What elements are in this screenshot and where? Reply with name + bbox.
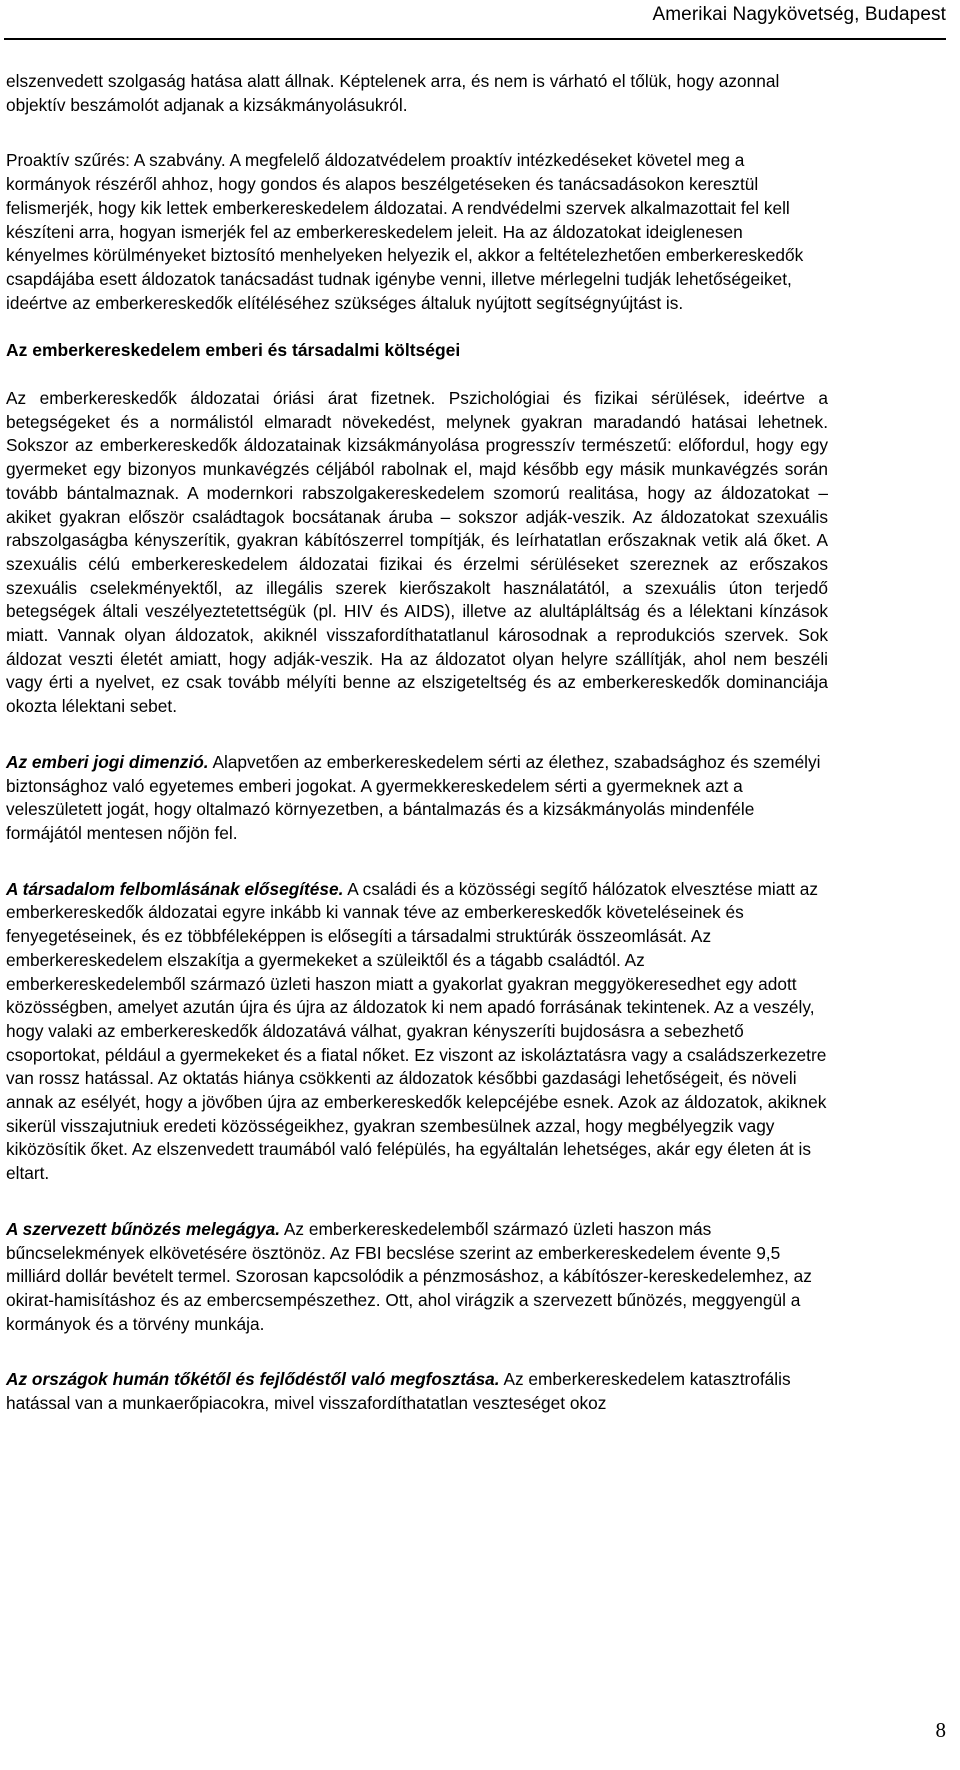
paragraph-costs: Az emberkereskedők áldozatai óriási árat fizetnek. Pszichológiai és fizikai sérülések, ideértve a betegségeket és a normálistól elmaradt növekedést, melynek gyakran maradandó hatásai lehetnek. Sokszor az emberkereskedők áldozatainak kizsákmányolása progresszív természetű: előfordul, hogy egy gyermeket egy bizonyos munkavégzés céljából rabolnak el, majd később egy másik munkavégzés során tovább bántalmaznak. A modernkori rabszolgakereskedelem szomorú realitása, hogy az áldozatokat – akiket gyakran először családtagok bocsátanak áruba – sokszor adják-veszik. Az áldozatokat szexuális rabszolgaságba kényszerítik, gyakran kábítószerrel tompítják, és leírhatatlan erőszaknak vetik alá őket. A szexuális célú emberkereskedelem áldozatai fizikai és érzelmi sérüléseket szereznek az erőszakos szexuális cselekményektől, az illegális szerek kierőszakolt használatától, a szexuális úton terjedő betegségek általi veszélyeztetettségük (pl. HIV és AIDS), illetve az alultápláltság és a lélektani kínzások miatt. Vannak olyan áldozatok, akiknél visszafordíthatatlanul károsodnak a reprodukciós szervek. Sok áldozat veszti életét amiatt, hogy adják-veszik. Ha az áldozatot olyan helyre szállítják, ahol nem beszéli vagy érti a nyelvet, ez csak tovább mélyíti benne az elszigeteltség és az emberkereskedők dominanciája okozta lélektani sebet.	[6, 388, 828, 717]
section-heading: Az emberkereskedelem emberi és társadalmi költségei	[6, 340, 461, 361]
paragraph-lead: A társadalom felbomlásának elősegítése.	[6, 878, 344, 899]
paragraph-lead: Az emberi jogi dimenzió.	[6, 751, 209, 772]
paragraph-social-breakdown	[6, 878, 828, 1186]
paragraph-body: A családi és a közösségi segítő hálózatok elvesztése miatt az emberkereskedők áldozatai egyre inkább ki vannak téve az emberkereskedők követeléseinek és fenyegetéseinek, és ez többféleképpen is elősegíti a társadalmi struktúrák összeomlását. Az emberkereskedelem elszakítja a gyermekeket a szüleiktől és a tágabb családtól. Az emberkereskedelemből származó üzleti haszon miatt a gyakorlat gyakran meggyökeresedhet egy adott közösségben, amelyet azután újra és újra az áldozatok ki nem apadó forrásának tekintenek. Az a veszély, hogy valaki az emberkereskedők áldozatává válhat, gyakran kényszeríti bujdosásra a sebezhető csoportokat, például a gyermekeket és a fiatal nőket. Ez viszont az iskoláztatásra vagy a családszerkezetre van rossz hatással. Az oktatás hiánya csökkenti az áldozatok későbbi gazdasági lehetőségeit, és növeli annak az esélyét, hogy a jövőben újra az emberkereskedők kelepcéjébe esnek. Azok az áldozatok, akiknek sikerül visszajutniuk eredeti közösségeikhez, gyakran szembesülnek azzal, hogy megbélyegzik vagy kiközösítik őket. Az elszenvedett traumából való felépülés, ha egyáltalán lehetséges, akár egy életen át is eltart.	[6, 878, 827, 1184]
header-title: Amerikai Nagykövetség, Budapest	[652, 4, 946, 25]
body-text	[6, 70, 828, 1416]
paragraph-human-rights	[6, 751, 828, 846]
paragraph-proactive-screening: Proaktív szűrés: A szabvány. A megfelelő áldozatvédelem proaktív intézkedéseket követel meg a kormányok részéről ahhoz, hogy gondos és alapos beszélgetéseken és tanácsadásokon keresztül felismerjék, hogy kik lettek emberkereskedelem áldozatai. A rendvédelmi szervek alkalmazottait fel kell készíteni arra, hogyan ismerjék fel az emberkereskedelem jeleit. Ha az áldozatokat ideiglenesen kényelmes körülményeket biztosító menhelyeken helyezik el, akkor a feltételezhetően emberkereskedők csapdájába esett áldozatok tanácsadást tudnak igénybe venni, illetve mérlegelni tudják lehetőségeiket, ideértve az emberkereskedők elítéléséhez szükséges általuk nyújtott segítségnyújtást is.	[6, 150, 804, 313]
paragraph-organized-crime	[6, 1218, 828, 1337]
paragraph-body: Az emberkereskedelemből származó üzleti haszon más bűncselekmények elkövetésére ösztönöz. Az FBI becslése szerint az emberkereskedelem évente 9,5 milliárd dollár bevételt termel. Szorosan kapcsolódik a pénzmosáshoz, a kábítószer-kereskedelemhez, az okirat-hamisításhoz és az embercsempészethez. Ott, ahol virágzik a szervezett bűnözés, meggyengül a kormányok és a törvény munkája.	[6, 1218, 812, 1334]
paragraph-body: Az emberkereskedelem katasztrofális hatással van a munkaerőpiacokra, mivel visszafordíthatatlan veszteséget okoz	[6, 1369, 791, 1414]
page-number: 8	[935, 1718, 946, 1742]
page-header	[0, 0, 960, 45]
paragraph-lead: A szervezett bűnözés melegágya.	[6, 1218, 281, 1239]
header-divider	[4, 38, 946, 40]
paragraph-continuation: elszenvedett szolgaság hatása alatt állnak. Képtelenek arra, és nem is várható el tőlük, hogy azonnal objektív beszámolót adjanak a kizsákmányolásukról.	[6, 71, 780, 115]
paragraph-human-capital	[6, 1368, 828, 1415]
paragraph-body: Alapvetően az emberkereskedelem sérti az élethez, szabadsághoz és személyi biztonsághoz való egyetemes emberi jogokat. A gyermekkereskedelem sérti a gyermeknek azt a veleszületett jogát, hogy oltalmazó környezetben, a bántalmazás és a kizsákmányolás mindenféle formájától mentesen nőjön fel.	[6, 751, 821, 843]
paragraph-lead: Az országok humán tőkétől és fejlődéstől való megfosztása.	[6, 1369, 500, 1390]
